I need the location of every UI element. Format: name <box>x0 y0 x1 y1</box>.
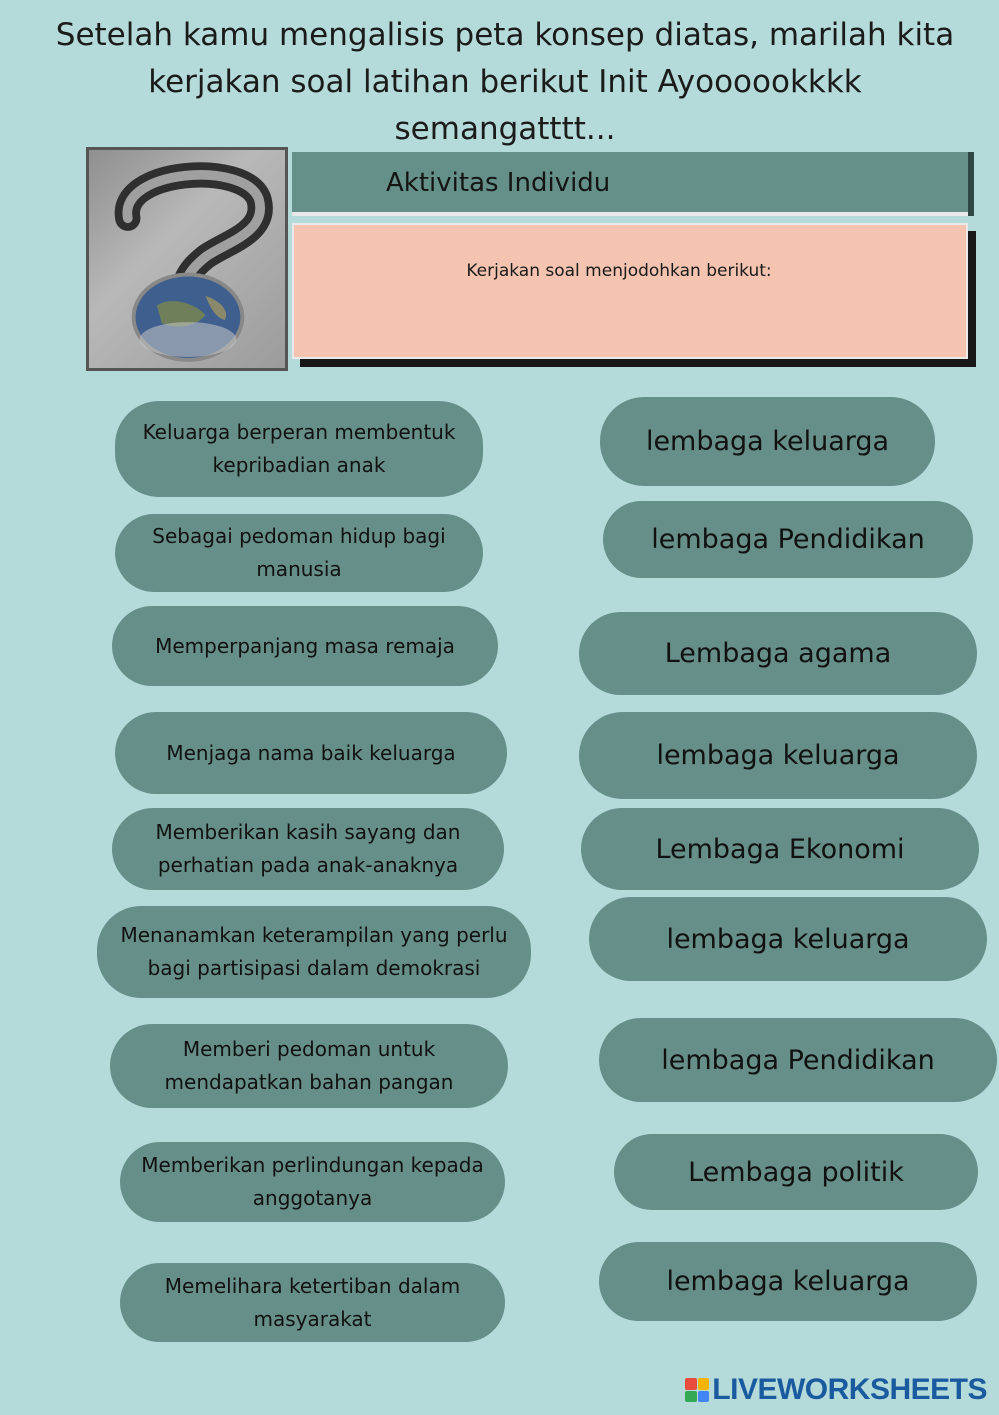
right-item-label: lembaga keluarga <box>666 923 910 955</box>
left-item[interactable] <box>112 606 498 686</box>
left-item-label: Memelihara ketertiban dalam masyarakat <box>164 1273 461 1331</box>
right-item-label: lembaga keluarga <box>656 740 900 771</box>
left-item[interactable] <box>120 1263 505 1342</box>
left-item-label: Memberi pedoman untuk mendapatkan bahan pangan <box>164 1037 454 1094</box>
right-item[interactable] <box>599 1242 977 1321</box>
right-item[interactable] <box>599 1018 997 1102</box>
left-item-label: Memberikan perlindungan kepada anggotanya <box>141 1153 484 1210</box>
left-item[interactable] <box>120 1142 505 1222</box>
right-item[interactable] <box>614 1134 978 1210</box>
right-item[interactable] <box>600 397 935 486</box>
right-item[interactable] <box>603 501 973 578</box>
left-item-label: Sebagai pedoman hidup bagi manusia <box>152 524 446 581</box>
title-bar <box>292 152 968 216</box>
instruction-text: Kerjakan soal menjodohkan berikut: <box>466 261 772 281</box>
instruction-panel <box>292 223 968 359</box>
question-globe-image <box>86 147 288 371</box>
left-item[interactable] <box>115 401 483 497</box>
left-item[interactable] <box>112 808 504 890</box>
right-item-label: lembaga Pendidikan <box>651 524 925 555</box>
right-item-label: lembaga Pendidikan <box>661 1044 935 1076</box>
left-item[interactable] <box>97 906 531 998</box>
right-item[interactable] <box>579 612 977 695</box>
watermark-text: LIVEWORKSHEETS <box>712 1373 987 1406</box>
activity-header <box>86 147 978 371</box>
liveworksheets-logo-icon <box>685 1378 709 1402</box>
right-item-label: Lembaga agama <box>664 638 892 669</box>
liveworksheets-logo <box>685 1373 987 1407</box>
right-item[interactable] <box>589 897 987 981</box>
right-item-label: lembaga keluarga <box>645 426 890 457</box>
left-item-label: Memperpanjang masa remaja <box>155 633 455 658</box>
right-item[interactable] <box>579 712 977 799</box>
left-item[interactable] <box>115 514 483 592</box>
left-item-label: Menanamkan keterampilan yang perlu bagi partisipasi dalam demokrasi <box>120 923 508 980</box>
left-item[interactable] <box>115 712 507 794</box>
right-item-label: Lembaga politik <box>688 1156 904 1188</box>
left-item-label: Keluarga berperan membentuk kepribadian anak <box>142 420 456 477</box>
left-item-label: Memberikan kasih sayang dan perhatian pada anak-anaknya <box>155 820 461 877</box>
activity-title: Aktivitas Individu <box>386 168 611 198</box>
question-mark-globe-icon <box>89 150 285 368</box>
intro-text: Setelah kamu mengalisis peta konsep diatas, marilah kita kerjakan soal latihan berikut Init Ayoooookkkk semangatttt... <box>55 17 955 147</box>
left-item[interactable] <box>110 1024 508 1108</box>
right-item-label: Lembaga Ekonomi <box>655 833 905 865</box>
right-item-label: lembaga keluarga <box>666 1266 910 1297</box>
right-item[interactable] <box>581 808 979 890</box>
left-item-label: Menjaga nama baik keluarga <box>166 740 456 765</box>
